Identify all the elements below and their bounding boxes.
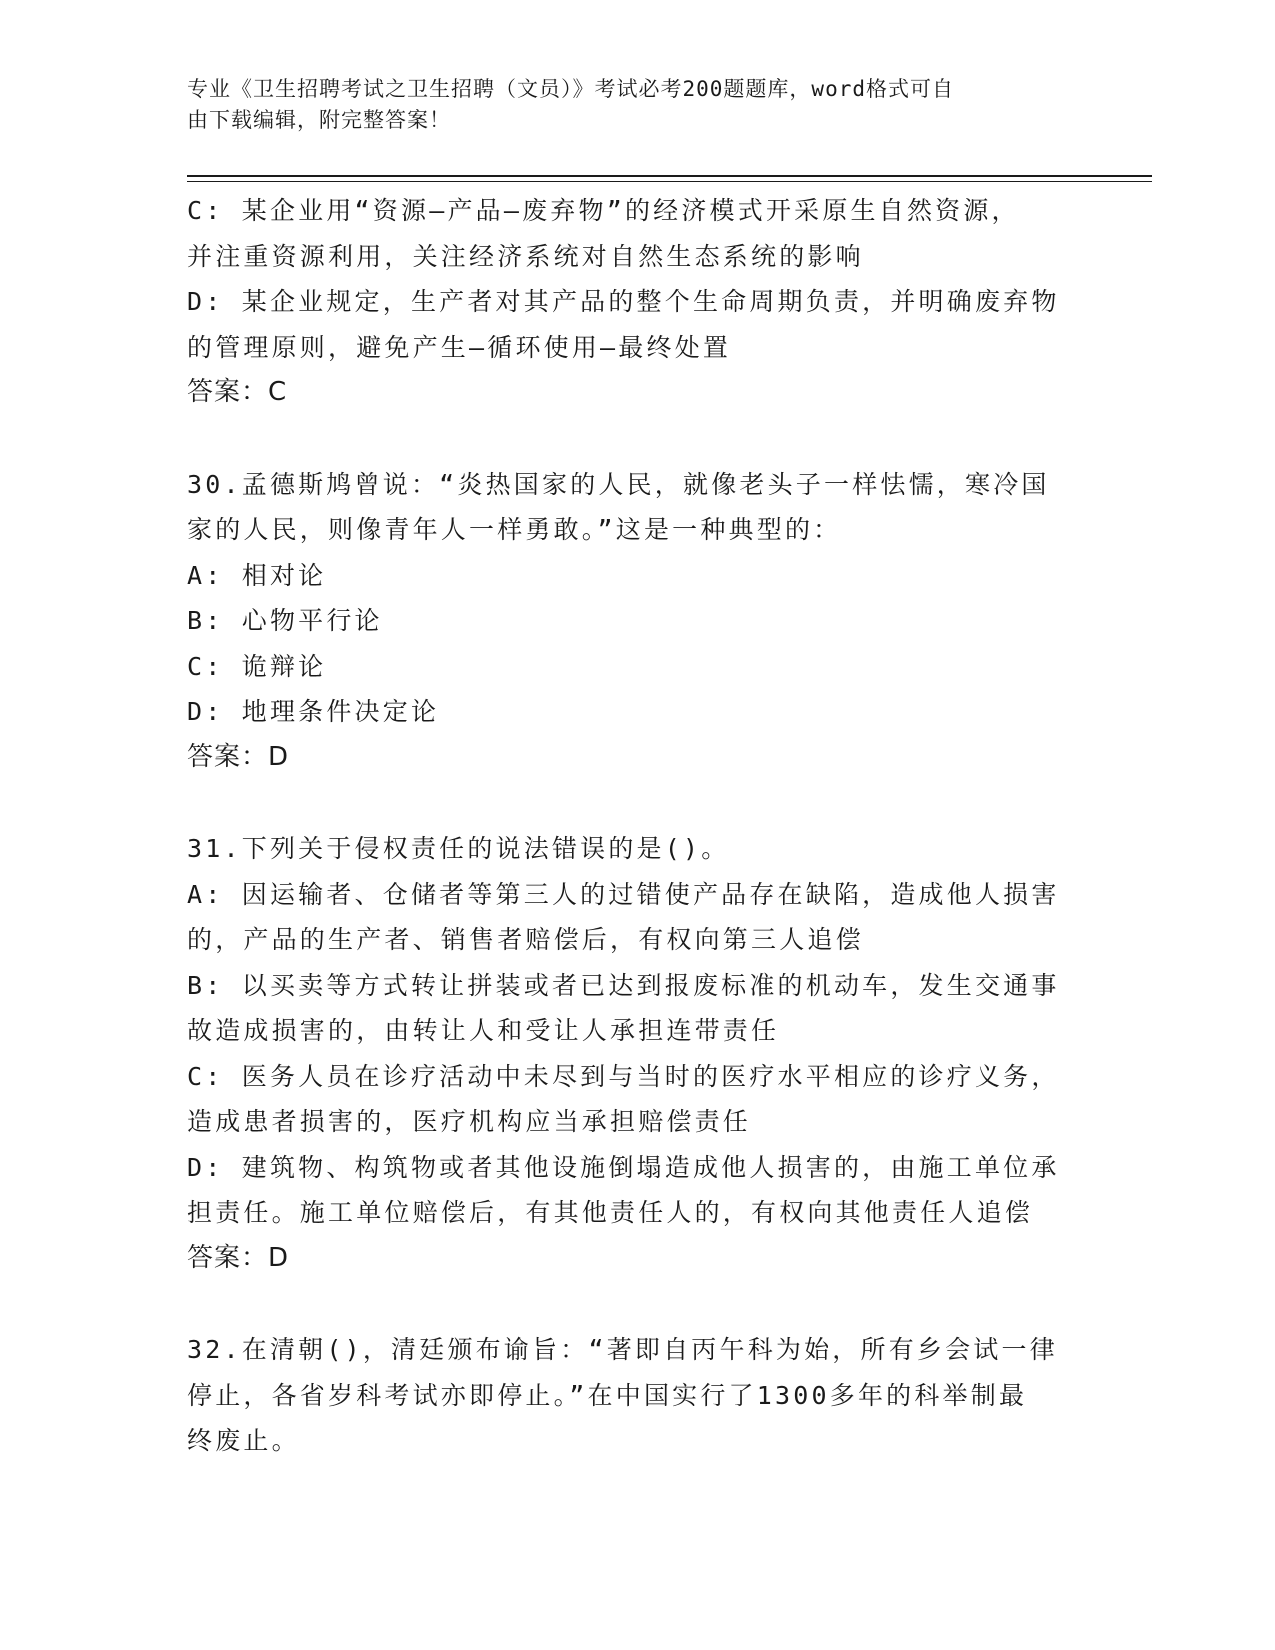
option-a-line-1: A: 因运输者、仓储者等第三人的过错使产品存在缺陷，造成他人损害 xyxy=(187,879,1060,909)
question-31 xyxy=(187,826,1087,1281)
option-c-line-2: 并注重资源利用，关注经济系统对自然生态系统的影响 xyxy=(187,241,864,271)
option-d-line-2: 的管理原则，避免产生—循环使用—最终处置 xyxy=(187,332,732,362)
option-c: C: 诡辩论 xyxy=(187,651,327,681)
question-stem-line-1: 32.在清朝()，清廷颁布谕旨：“著即自丙午科为始，所有乡会试一律 xyxy=(187,1335,1058,1364)
option-d-line-2: 担责任。施工单位赔偿后，有其他责任人的，有权向其他责任人追偿 xyxy=(187,1198,1034,1227)
question-stem-line-3: 终废止。 xyxy=(187,1426,300,1455)
option-a-line-2: 的，产品的生产者、销售者赔偿后，有权向第三人追偿 xyxy=(187,925,864,954)
option-b-line-2: 故造成损害的，由转让人和受让人承担连带责任 xyxy=(187,1016,780,1045)
answer-29: 答案：C xyxy=(187,377,288,407)
option-b-line-1: B: 以买卖等方式转让拼装或者已达到报废标准的机动车，发生交通事 xyxy=(187,970,1060,1000)
option-a: A: 相对论 xyxy=(187,560,327,590)
question-30 xyxy=(187,462,1087,781)
header-divider-thick xyxy=(187,175,1152,177)
question-stem-line-2: 停止，各省岁科考试亦即停止。”在中国实行了1300多年的科举制最 xyxy=(187,1380,1028,1410)
question-32 xyxy=(187,1327,1087,1464)
question-stem-line-1: 30.孟德斯鸠曾说：“炎热国家的人民，就像老头子一样怯懦，寒冷国 xyxy=(187,469,1050,499)
option-d-line-1: D: 建筑物、构筑物或者其他设施倒塌造成他人损害的，由施工单位承 xyxy=(187,1152,1060,1182)
question-stem: 31.下列关于侵权责任的说法错误的是()。 xyxy=(187,834,730,863)
answer-31: 答案：D xyxy=(187,1242,290,1273)
header-line-2: 由下载编辑，附完整答案！ xyxy=(187,108,451,132)
question-29-continued xyxy=(187,188,1087,416)
spacer xyxy=(187,780,1087,826)
question-stem-line-2: 家的人民，则像青年人一样勇敢。”这是一种典型的： xyxy=(187,515,842,544)
header-line-1: 专业《卫生招聘考试之卫生招聘（文员）》考试必考200题题库，word格式可自 xyxy=(187,77,954,101)
option-b: B: 心物平行论 xyxy=(187,606,383,635)
spacer xyxy=(187,416,1087,462)
option-d: D: 地理条件决定论 xyxy=(187,697,440,726)
document-body xyxy=(187,188,1087,1464)
option-d-line-1: D: 某企业规定，生产者对其产品的整个生命周期负责，并明确废弃物 xyxy=(187,287,1060,316)
option-c-line-1: C: 某企业用“资源—产品—废弃物”的经济模式开采原生自然资源， xyxy=(187,196,1020,225)
answer-30: 答案：D xyxy=(187,741,290,772)
document-header xyxy=(187,74,1067,136)
option-c-line-1: C: 医务人员在诊疗活动中未尽到与当时的医疗水平相应的诊疗义务， xyxy=(187,1061,1060,1091)
option-c-line-2: 造成患者损害的，医疗机构应当承担赔偿责任 xyxy=(187,1107,752,1136)
spacer xyxy=(187,1281,1087,1327)
header-divider-thin xyxy=(187,181,1152,182)
